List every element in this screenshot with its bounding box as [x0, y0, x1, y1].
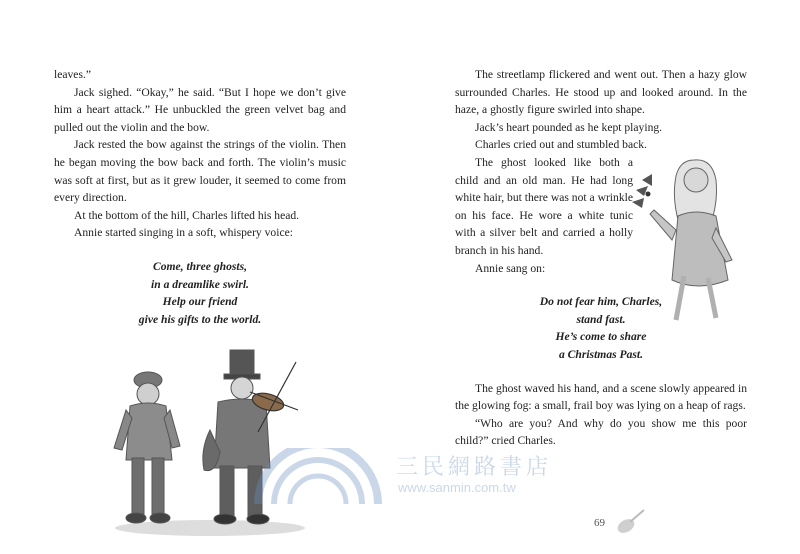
paragraph: leaves.”: [54, 68, 92, 81]
paragraph: Annie sang on:: [475, 261, 546, 275]
verse-line: Do not fear him, Charles,: [539, 295, 663, 309]
verse-line: stand fast.: [576, 312, 626, 326]
paragraph: The ghost looked like both a child and an old man. He had long white hair, but there was not a wrinkle on his face. He wore a white tunic with a silver belt and carried a holly branch in his hand.: [455, 155, 633, 257]
ghost-illustration: [632, 150, 762, 330]
song-verse: [54, 258, 346, 328]
page-number: 69: [594, 517, 605, 529]
watermark: [248, 448, 568, 504]
paragraph: The ghost waved his hand, and a scene slowly appeared in the glowing fog: a small, frail boy was lying on a heap of rags.: [455, 381, 747, 413]
paragraph: Jack’s heart pounded as he kept playing.: [475, 120, 663, 134]
paragraph: Jack rested the bow against the strings of the violin. Then he began moving the bow back and forth. The violin’s music was soft at first, but as it grew louder, it seemed to come from every direction.: [54, 138, 346, 205]
verse-line: give his gifts to the world.: [138, 312, 262, 326]
paragraph: Jack sighed. “Okay,” he said. “But I hope we don’t give him a heart attack.” He unbuckled the green velvet bag and pulled out the violin and the bow.: [54, 85, 346, 134]
verse-line: Help our friend: [162, 295, 238, 309]
paragraph: At the bottom of the hill, Charles lifted his head.: [74, 208, 300, 222]
paragraph: The streetlamp flickered and went out. Then a hazy glow surrounded Charles. He stood up and looked around. In the haze, a ghostly figure swirled into shape.: [455, 68, 747, 117]
rainbow-logo-icon: [248, 448, 388, 504]
left-page-text: [54, 66, 346, 328]
paragraph: Annie started singing in a soft, whispery voice:: [74, 226, 293, 240]
paragraph: Charles cried out and stumbled back.: [475, 138, 647, 152]
watermark-chinese-text: 三民網路書店: [396, 454, 553, 479]
verse-line: a Christmas Past.: [558, 347, 644, 361]
watermark-url: www.sanmin.com.tw: [398, 480, 516, 495]
verse-line: in a dreamlike swirl.: [151, 277, 249, 291]
boys-with-violin-illustration: [100, 340, 310, 540]
verse-line: Come, three ghosts,: [152, 259, 248, 273]
paragraph: “Who are you? And why do you show me this poor child?” cried Charles.: [455, 416, 747, 448]
violin-ornament-icon: [612, 508, 646, 538]
verse-line: He’s come to share: [555, 330, 647, 344]
